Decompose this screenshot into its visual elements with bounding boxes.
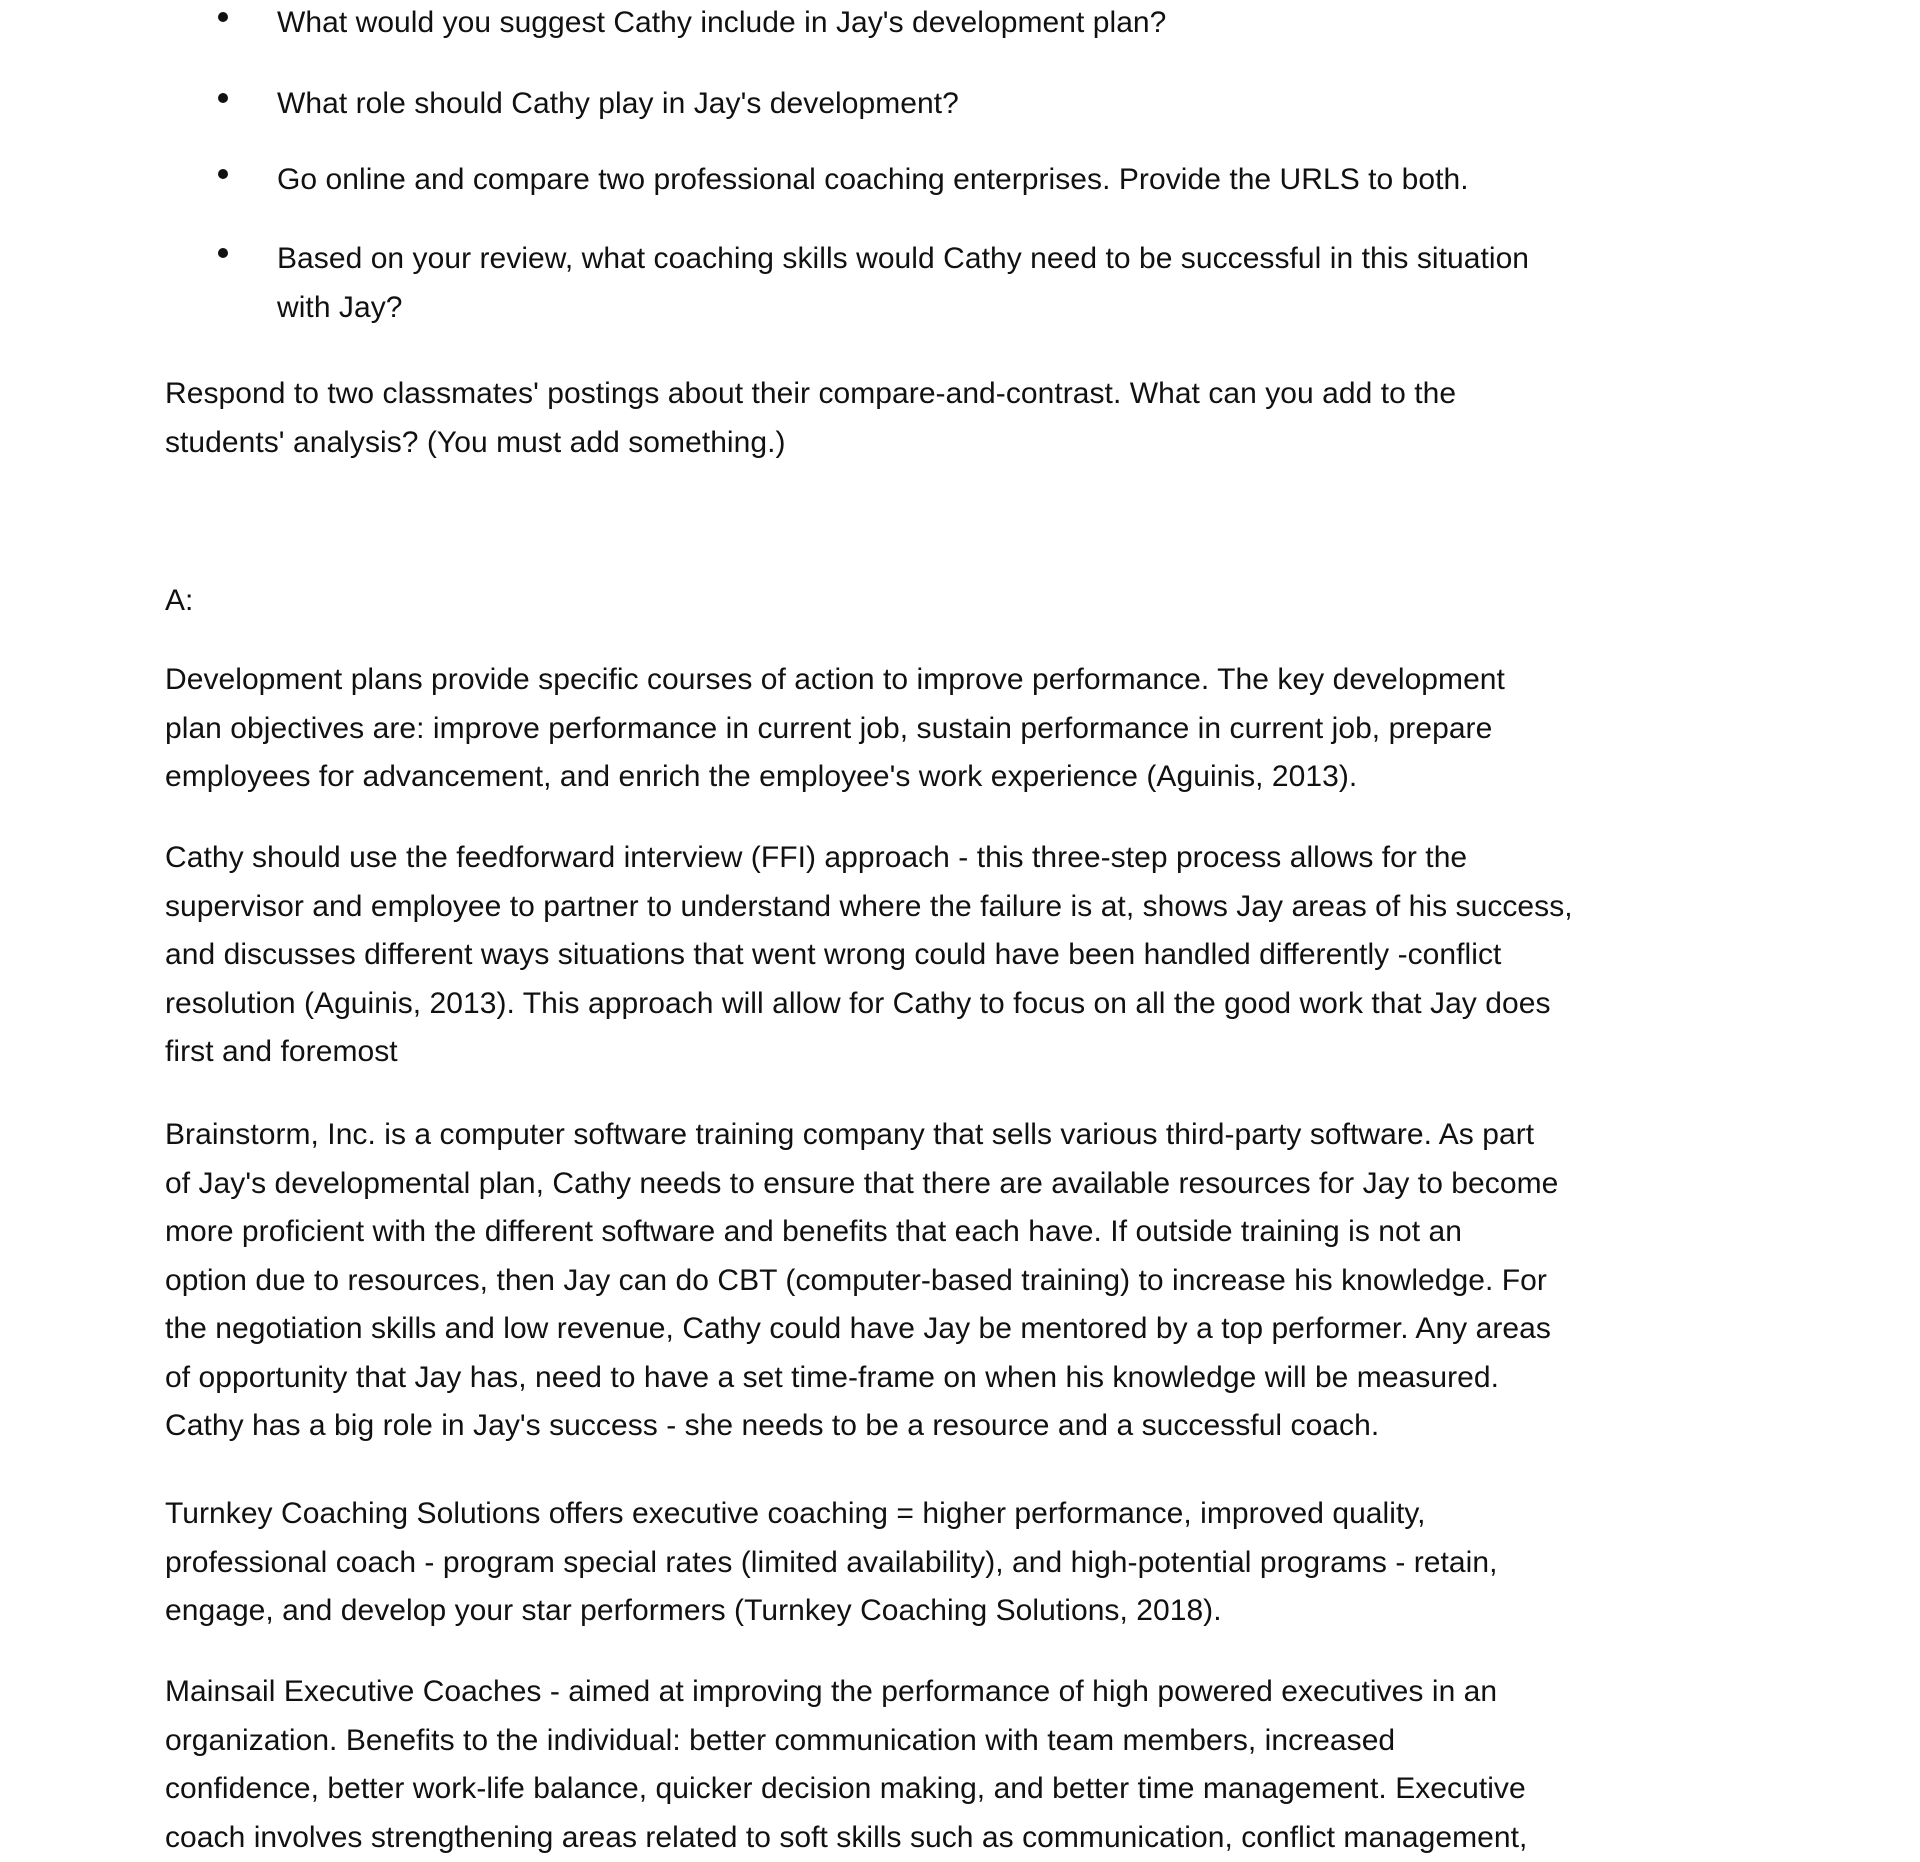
instructions-paragraph: Respond to two classmates' postings about their compare-and-contrast. What can you add to the students' analysis? (You must add something.)	[165, 377, 1457, 459]
question-text: Based on your review, what coaching skills would Cathy need to be successful in this situation with Jay?	[277, 242, 1530, 324]
answer-paragraph-ffi-approach: Cathy should use the feedforward interview (FFI) approach - this three-step process allows for the supervisor and employee to partner to understand where the failure is at, shows Jay areas of his success, and discusses different ways situations that went wrong could have been handled differently -conflict resolution (Aguinis, 2013). This approach will allow for Cathy to focus on all the good work that Jay does first and foremost	[165, 841, 1573, 1068]
answer-paragraph-mainsail: Mainsail Executive Coaches - aimed at improving the performance of high powered executives in an organization. Benefits to the individual: better communication with team members, increased confidence, better work-life balance, quicker decision making, and better time management. Executive coach involves strengthening areas related to soft skills such as communication, conflict management,	[165, 1675, 1528, 1854]
question-text: Go online and compare two professional coaching enterprises. Provide the URLS to both.	[277, 163, 1469, 196]
bullet-icon	[218, 12, 228, 22]
answer-paragraph-development-plans: Development plans provide specific courses of action to improve performance. The key development plan objectives are: improve performance in current job, sustain performance in current job, prepare employees for advancement, and enrich the employee's work experience (Aguinis, 2013).	[165, 663, 1505, 793]
bullet-icon	[218, 169, 228, 179]
question-text: What would you suggest Cathy include in Jay's development plan?	[277, 6, 1167, 39]
answer-label: A:	[165, 584, 194, 617]
bullet-icon	[218, 248, 228, 258]
answer-paragraph-brainstorm: Brainstorm, Inc. is a computer software training company that sells various third-party software. As part of Jay's developmental plan, Cathy needs to ensure that there are available resources for Jay to become more proficient with the different software and benefits that each have. If outside training is not an option due to resources, then Jay can do CBT (computer-based training) to increase his knowledge. For the negotiation skills and low revenue, Cathy could have Jay be mentored by a top performer. Any areas of opportunity that Jay has, need to have a set time-frame on when his knowledge will be measured. Cathy has a big role in Jay's success - she needs to be a resource and a successful coach.	[165, 1118, 1559, 1442]
question-text: What role should Cathy play in Jay's development?	[277, 87, 959, 120]
bullet-icon	[218, 93, 228, 103]
answer-paragraph-turnkey: Turnkey Coaching Solutions offers executive coaching = higher performance, improved quality, professional coach - program special rates (limited availability), and high-potential programs - retain, engage, and develop your star performers (Turnkey Coaching Solutions, 2018).	[165, 1497, 1498, 1627]
